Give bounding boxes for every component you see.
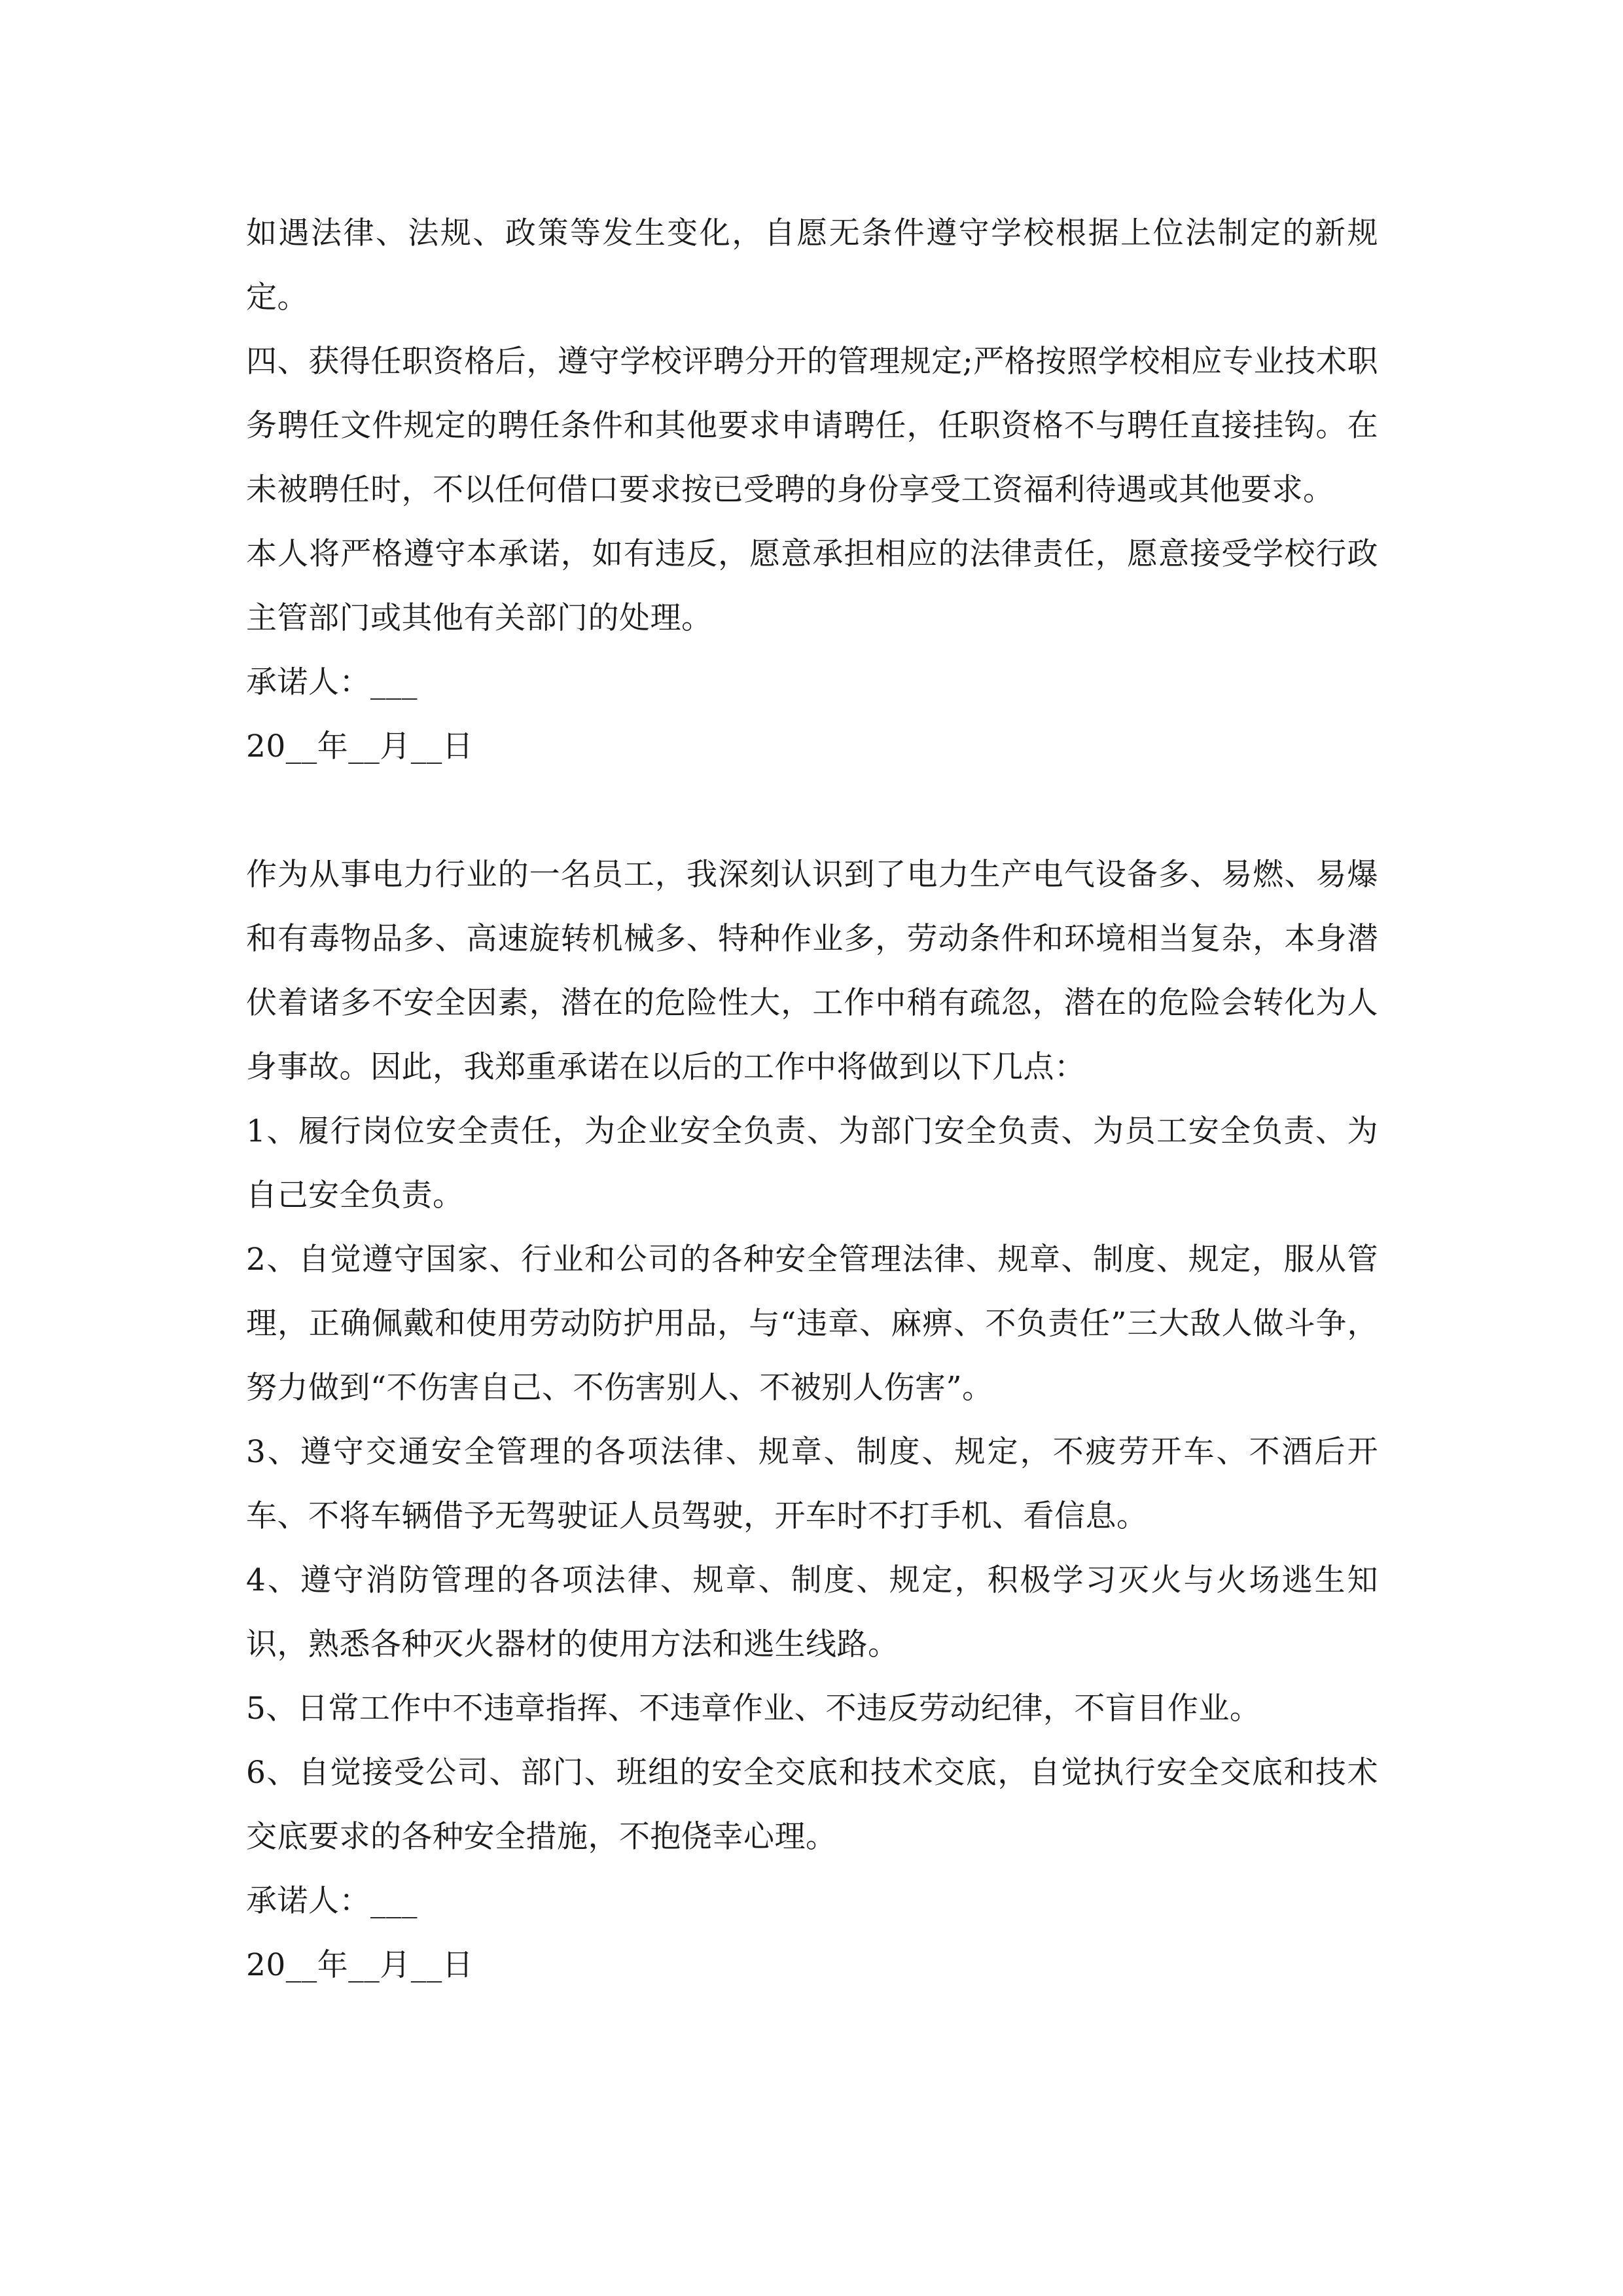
paragraph-intro: 作为从事电力行业的一名员工，我深刻认识到了电力生产电气设备多、易燃、易爆和有毒物品多、高速旋转机械多、特种作业多，劳动条件和环境相当复杂，本身潜伏着诸多不安全因素，潜在的危险性大，工作中稍有疏忽，潜在的危险会转化为人身事故。因此，我郑重承诺在以后的工作中将做到以下几点： [246,857,1378,1085]
paragraph-regulation-change: 如遇法律、法规、政策等发生变化，自愿无条件遵守学校根据上位法制定的新规定。 [246,215,1378,315]
date-line-1: 20__年__月__日 [246,728,474,764]
section-divider [246,779,1378,843]
list-item-3: 3、遵守交通安全管理的各项法律、规章、制度、规定，不疲劳开车、不酒后开车、不将车辆借予无驾驶证人员驾驶，开车时不打手机、看信息。 [246,1434,1378,1534]
date-line-2: 20__年__月__日 [246,1947,474,1983]
list-item-1: 1、履行岗位安全责任，为企业安全负责、为部门安全负责、为员工安全负责、为自己安全负责。 [246,1113,1378,1213]
document-body [246,202,1378,1998]
paragraph-clause-four: 四、获得任职资格后，遵守学校评聘分开的管理规定;严格按照学校相应专业技术职务聘任文件规定的聘任条件和其他要求申请聘任，任职资格不与聘任直接挂钩。在未被聘任时，不以任何借口要求按已受聘的身份享受工资福利待遇或其他要求。 [246,344,1378,508]
signer-line-2: 承诺人：___ [246,1883,418,1919]
paragraph-liability: 本人将严格遵守本承诺，如有违反，愿意承担相应的法律责任，愿意接受学校行政主管部门或其他有关部门的处理。 [246,536,1378,636]
list-item-4: 4、遵守消防管理的各项法律、规章、制度、规定，积极学习灭火与火场逃生知识，熟悉各种灭火器材的使用方法和逃生线路。 [246,1562,1378,1662]
list-item-2: 2、自觉遵守国家、行业和公司的各种安全管理法律、规章、制度、规定，服从管理，正确佩戴和使用劳动防护用品，与“违章、麻痹、不负责任”三大敌人做斗争，努力做到“不伤害自己、不伤害别人、不被别人伤害”。 [246,1242,1378,1406]
list-item-6: 6、自觉接受公司、部门、班组的安全交底和技术交底，自觉执行安全交底和技术交底要求的各种安全措施，不抱侥幸心理。 [246,1755,1378,1855]
signer-line-1: 承诺人：___ [246,664,418,700]
list-item-5: 5、日常工作中不违章指挥、不违章作业、不违反劳动纪律，不盲目作业。 [246,1691,1261,1727]
